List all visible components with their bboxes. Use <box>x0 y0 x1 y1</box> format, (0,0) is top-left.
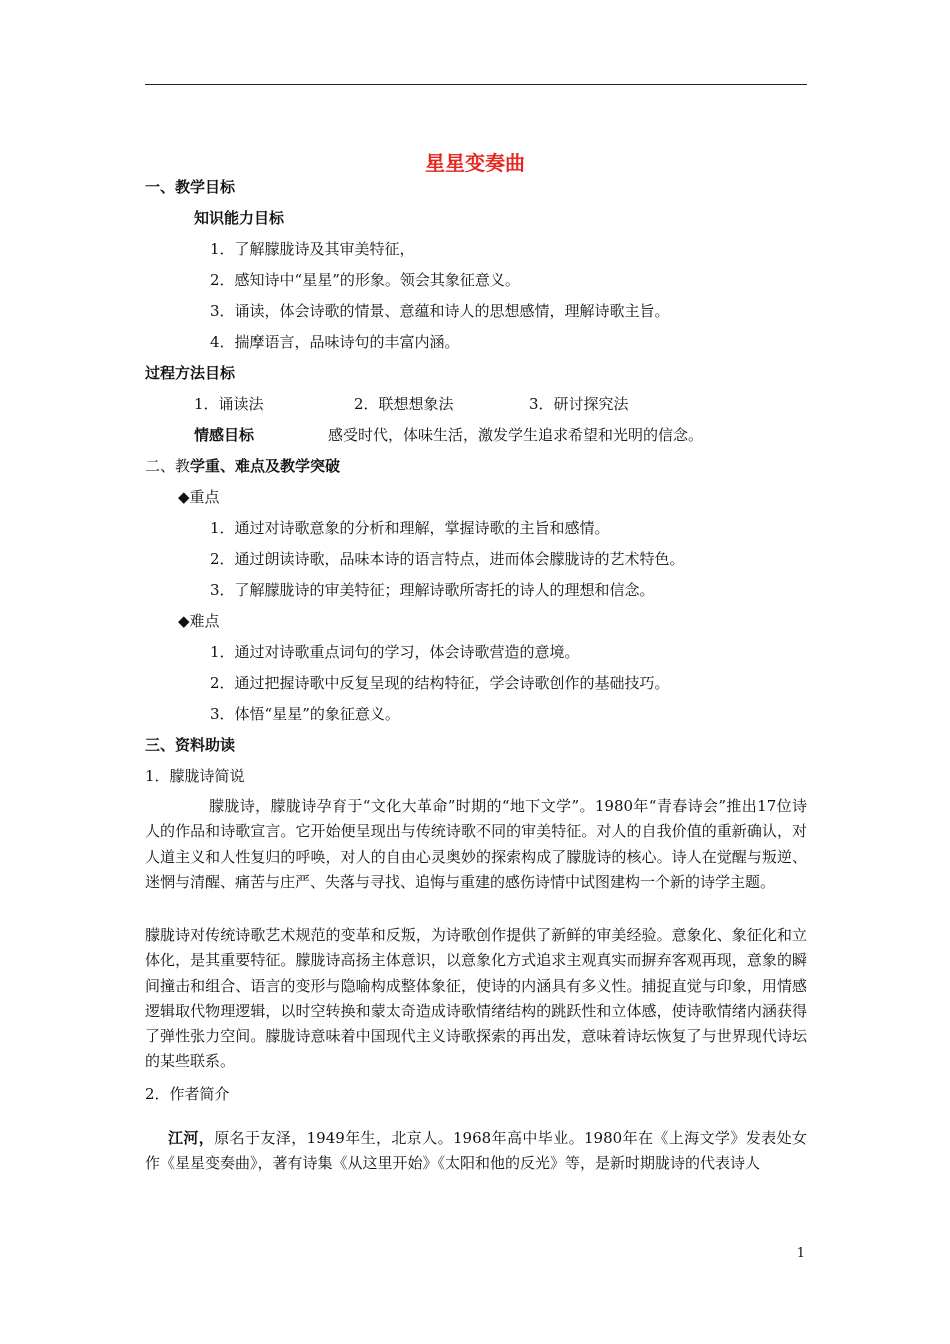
section2-heading <box>145 456 340 476</box>
paragraph-menglong-intro <box>145 794 807 895</box>
key-point-item: 1．通过对诗歌意象的分析和理解，掌握诗歌的主旨和感情。 <box>210 519 610 537</box>
author-name: 江河， <box>168 1129 215 1147</box>
process-heading: 过程方法目标 <box>145 364 236 382</box>
process-item: 2．联想想象法 <box>354 395 454 413</box>
knowledge-item: 3．诵读，体会诗歌的情景、意蕴和诗人的思想感情，理解诗歌主旨。 <box>210 302 670 320</box>
header-rule <box>145 84 807 85</box>
key-points-label: ◆重点 <box>178 488 220 506</box>
difficult-point-item: 2．通过把握诗歌中反复呈现的结构特征，学会诗歌创作的基础技巧。 <box>210 674 670 692</box>
knowledge-item: 4．揣摩语言，品味诗句的丰富内涵。 <box>210 333 460 351</box>
author-text: 原名于友泽，1949年生，北京人。1968年高中毕业。1980年在《上海文学》发表处女作《星星变奏曲》，著有诗集《从这里开始》《太阳和他的反光》等，是新时期胧诗的代表诗人 <box>145 1129 807 1173</box>
page-number: 1 <box>796 1246 805 1261</box>
knowledge-item: 2．感知诗中“星星”的形象。领会其象征意义。 <box>210 271 520 289</box>
paragraph-text: 朦胧诗，朦胧诗孕育于“文化大革命”时期的“地下文学”。1980年“青春诗会”推出17位诗人的作品和诗歌宣言。它开始便呈现出与传统诗歌不同的审美特征。对人的自我价值的重新确认，对人道主义和人性复归的呼唤，对人的自由心灵奥妙的探索构成了朦胧诗的核心。诗人在觉醒与叛逆、迷惘与清醒、痛苦与庄严、失落与寻找、追悔与重建的感伤诗情中试图建构一个新的诗学主题。 <box>145 797 807 891</box>
knowledge-heading: 知识能力目标 <box>194 209 285 227</box>
difficult-point-item: 3．体悟“星星”的象征意义。 <box>210 705 400 723</box>
difficult-point-item: 1．通过对诗歌重点词句的学习，体会诗歌营造的意境。 <box>210 643 580 661</box>
knowledge-item: 1．了解朦胧诗及其审美特征， <box>210 240 415 258</box>
paragraph-text: 朦胧诗对传统诗歌艺术规范的变革和反叛，为诗歌创作提供了新鲜的审美经验。意象化、象征化和立体化，是其重要特征。朦胧诗高扬主体意识，以意象化方式追求主观真实而摒弃客观再现，意象的瞬间撞击和组合、语言的变形与隐喻构成整体象征，使诗的内涵具有多义性。捕捉直觉与印象，用情感逻辑取代物理逻辑，以时空转换和蒙太奇造成诗歌情绪结构的跳跃性和立体感，使诗歌情绪内涵获得了弹性张力空间。朦胧诗意味着中国现代主义诗歌探索的再出发，意味着诗坛恢复了与世界现代诗坛的某些联系。 <box>145 926 807 1071</box>
section1-heading: 一、教学目标 <box>145 178 236 196</box>
emotion-text: 感受时代，体味生活，激发学生追求希望和光明的信念。 <box>328 426 704 444</box>
emotion-heading: 情感目标 <box>194 426 255 444</box>
section2-heading-bold: 学重、难点及教学突破 <box>190 457 341 475</box>
subheading-author: 2．作者简介 <box>145 1085 230 1103</box>
key-point-item: 2．通过朗读诗歌，品味本诗的语言特点，进而体会朦胧诗的艺术特色。 <box>210 550 685 568</box>
section2-heading-prefix: 二、教 <box>145 457 191 475</box>
subheading-menglong: 1．朦胧诗简说 <box>145 767 245 785</box>
paragraph-text <box>145 1126 807 1177</box>
process-item: 3．研讨探究法 <box>529 395 629 413</box>
key-point-item: 3．了解朦胧诗的审美特征；理解诗歌所寄托的诗人的理想和信念。 <box>210 581 655 599</box>
paragraph-menglong-features <box>145 923 807 1075</box>
paragraph-author-intro <box>145 1126 807 1177</box>
document-title: 星星变奏曲 <box>425 151 525 175</box>
process-item: 1．诵读法 <box>194 395 264 413</box>
difficult-points-label: ◆难点 <box>178 612 220 630</box>
section3-heading: 三、资料助读 <box>145 736 236 754</box>
